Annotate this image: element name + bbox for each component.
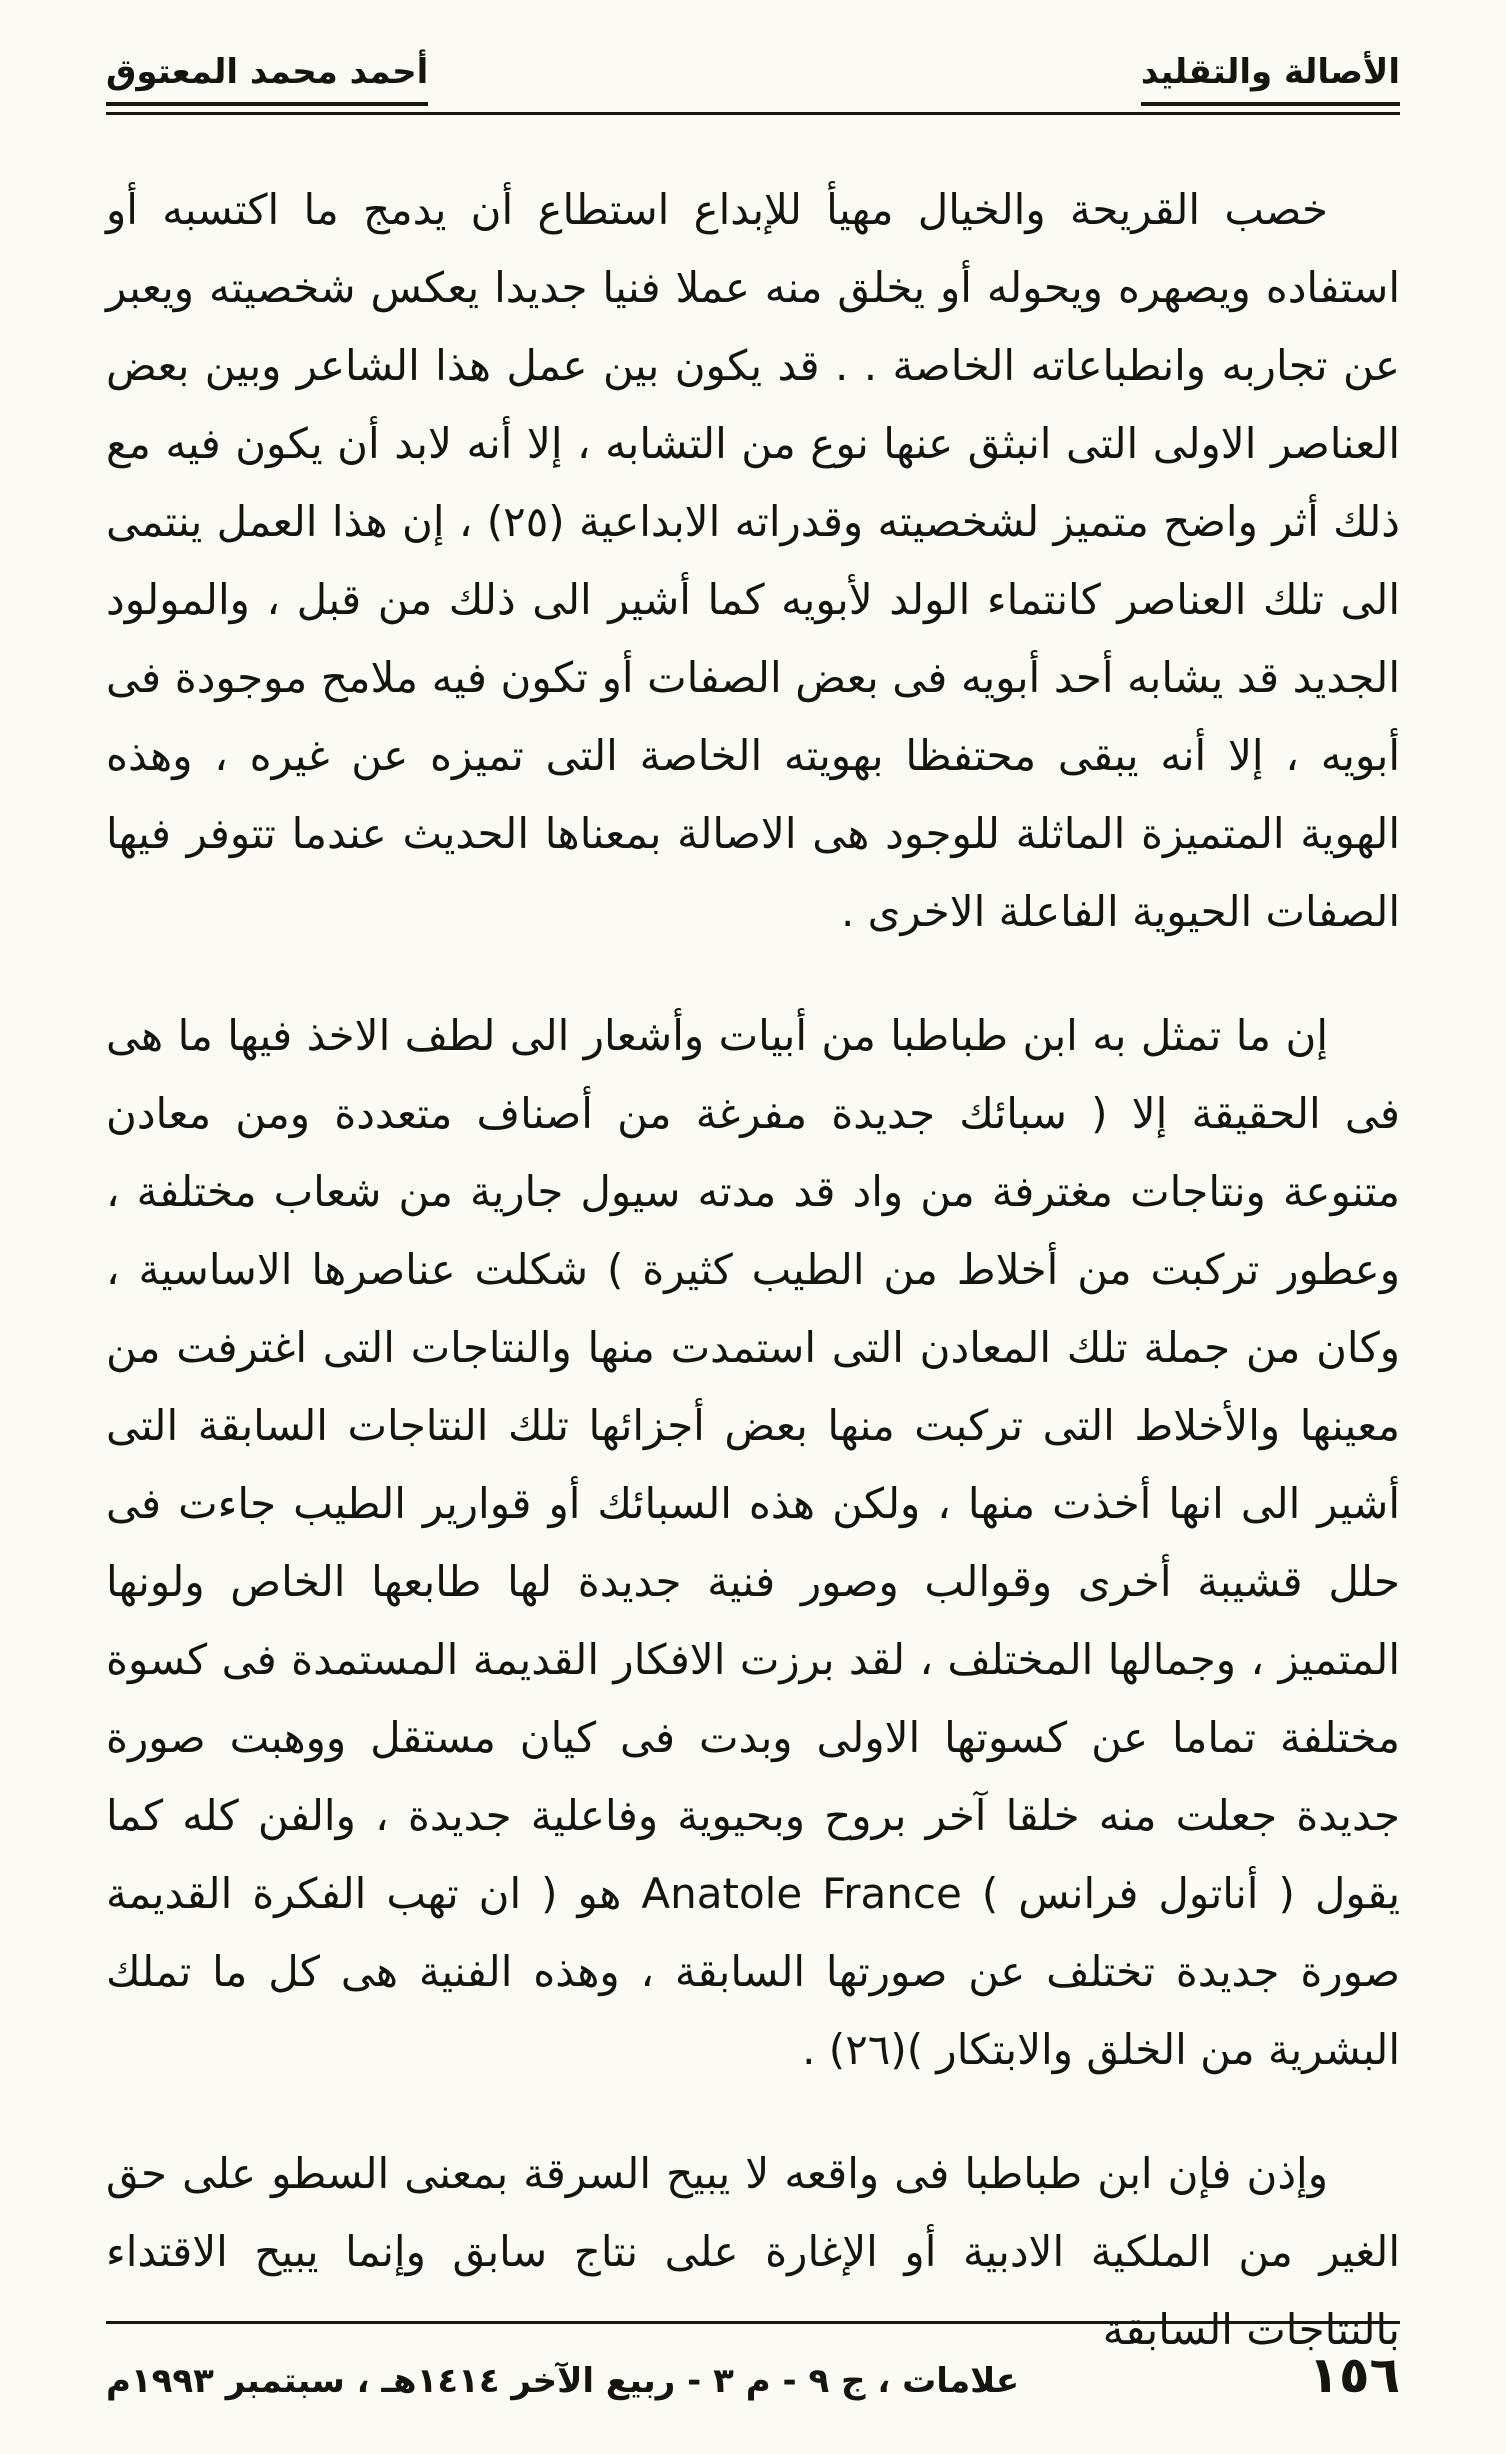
page-number: ١٥٦ [1308,2346,1400,2404]
body-paragraph-1: خصب القريحة والخيال مهيأ للإبداع استطاع أن يدمج ما اكتسبه أو استفاده ويصهره ويحوله أو يخلق منه عملا فنيا جديدا يعكس شخصيته ويعبر عن تجاربه وانطباعاته الخاصة . . قد يكون بين عمل هذا الشاعر وبين بعض العناصر الاولى التى انبثق عنها نوع من التشابه ، إلا أنه لابد أن يكون فيه مع ذلك أثر واضح متميز لشخصيته وقدراته الابداعية (٢٥) ، إن هذا العمل ينتمى الى تلك العناصر كانتماء الولد لأبويه كما أشير الى ذلك من قبل ، والمولود الجديد قد يشابه أحد أبويه فى بعض الصفات أو تكون فيه ملامح موجودة فى أبويه ، إلا أنه يبقى محتفظا بهويته الخاصة التى تميزه عن غيره ، وهذه الهوية المتميزة الماثلة للوجود هى الاصالة بمعناها الحديث عندما تتوفر فيها الصفات الحيوية الفاعلة الاخرى . [106,185,1400,936]
page-header [106,52,1400,106]
header-author-name: أحمد محمد المعتوق [106,52,428,106]
body-paragraph-2: إن ما تمثل به ابن طباطبا من أبيات وأشعار الى لطف الاخذ فيها ما هى فى الحقيقة إلا ( سبائك جديدة مفرغة من أصناف متعددة ومن معادن متنوعة ونتاجات مغترفة من واد قد مدته سيول جارية من شعاب مختلفة ، وعطور تركبت من أخلاط من الطيب كثيرة ) شكلت عناصرها الاساسية ، وكان من جملة تلك المعادن التى استمدت منها والنتاجات التى اغترفت من معينها والأخلاط التى تركبت منها بعض أجزائها تلك النتاجات السابقة التى أشير الى انها أخذت منها ، ولكن هذه السبائك أو قوارير الطيب جاءت فى حلل قشيبة أخرى وقوالب وصور فنية جديدة لها طابعها الخاص ولونها المتميز ، وجمالها المختلف ، لقد برزت الافكار القديمة المستمدة فى كسوة مختلفة تماما عن كسوتها الاولى وبدت فى كيان مستقل ووهبت صورة جديدة جعلت منه خلقا آخر بروح وبحيوية وفاعلية جديدة ، والفن كله كما يقول ( أناتول فرانس ) Anatole France هو ( ان تهب الفكرة القديمة صورة جديدة تختلف عن صورتها السابقة ، وهذه الفنية هى كل ما تملك البشرية من الخلق والابتكار )(٢٦) . [106,1011,1401,2074]
body-paragraph-3: وإذن فإن ابن طباطبا فى واقعه لا يبيح السرقة بمعنى السطو على حق الغير من الملكية الادبية أو الإغارة على نتاج سابق وإنما يبيح الاقتداء بالنتاجات السابقة [106,2149,1400,2354]
page-footer [106,2321,1400,2404]
header-divider [106,112,1400,115]
page-body [106,171,1400,2369]
footer-row [106,2346,1400,2404]
footer-divider [106,2321,1400,2324]
header-book-title: الأصالة والتقليد [1141,52,1400,106]
journal-citation: علامات ، ج ٩ - م ٣ - ربيع الآخر ١٤١٤هـ ، سبتمبر ١٩٩٣م [106,2361,1020,2401]
